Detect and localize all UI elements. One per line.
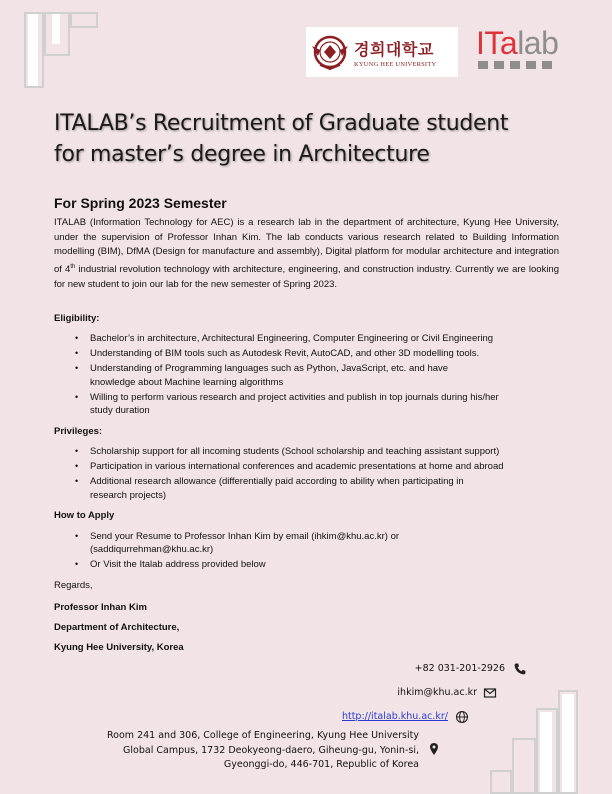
privileges-heading: Privileges: [54, 426, 103, 437]
page-title [54, 108, 508, 170]
university-seal-icon [310, 32, 350, 72]
list-item: • Additional research allowance (differentially paid according to ability when participating in research projects) [54, 475, 559, 501]
signatory-name: Professor Inhan Kim [54, 602, 147, 613]
italab-logo-part2: lab [517, 25, 559, 61]
list-item: • Scholarship support for all incoming students (School scholarship and teaching assistant support) [54, 445, 559, 458]
globe-icon [455, 710, 469, 724]
website-url[interactable]: http://italab.khu.ac.kr/ [341, 711, 448, 722]
intro-text-part1: ITALAB (Information Technology for AEC) is a research lab in the department of architecture, Kyung Hee University, under the supervision of Professor Inhan Kim. The lab conducts various research related to Building Information modelling (BIM), DfMA (Design for manufacture and assembly), Digital platform for modular architecture and integration of 4 [54, 217, 559, 275]
list-item: • Understanding of Programming languages such as Python, JavaScript, etc. and have knowledge about Machine learning algorithms [54, 362, 559, 388]
list-item: • Send your Resume to Professor Inhan Kim by email (ihkim@khu.ac.kr) or (saddiqurrehman@khu.ac.kr) [54, 530, 559, 556]
list-item: • Participation in various international conferences and academic presentations at home and abroad [54, 460, 559, 473]
intro-paragraph [54, 216, 559, 292]
mail-icon [483, 686, 497, 700]
intro-text-part2: industrial revolution technology with architecture, engineering, and construction industry. Currently we are looking for new student to join our lab for the new semester of Spring 2023. [54, 263, 559, 290]
privileges-list [54, 445, 559, 504]
regards-text: Regards, [54, 580, 93, 591]
university-name-korean: 경희대학교 [354, 39, 434, 59]
address-line-3: Gyeonggi-do, 446-701, Republic of Korea [223, 759, 419, 770]
address-line-1: Room 241 and 306, College of Engineering, Kyung Hee University [107, 730, 419, 741]
list-item: • Or Visit the Italab address provided below [54, 558, 559, 571]
list-item: • Understanding of BIM tools such as Autodesk Revit, AutoCAD, and other 3D modelling tools. [54, 347, 559, 360]
italab-logo [476, 23, 558, 63]
how-to-apply-list [54, 530, 559, 574]
signatory-department: Department of Architecture, [54, 622, 180, 633]
title-line-1: ITALAB’s Recruitment of Graduate student [54, 111, 509, 136]
signatory-university: Kyung Hee University, Korea [54, 642, 184, 653]
address-block [89, 729, 419, 773]
eligibility-list [54, 332, 559, 419]
phone-number: +82 031-201-2926 [414, 663, 505, 674]
phone-icon [513, 662, 527, 676]
kyung-hee-university-logo [306, 27, 458, 77]
italab-logo-bars [478, 61, 552, 69]
semester-subheading: For Spring 2023 Semester [54, 195, 227, 211]
list-item: • Willing to perform various research and project activities and publish in top journals during his/her study duration [54, 391, 559, 417]
intro-superscript: th [70, 263, 76, 270]
website-link[interactable] [342, 711, 448, 722]
title-line-2: for master’s degree in Architecture [54, 142, 430, 167]
address-line-2: Global Campus, 1732 Deokyeong-daero, Giheung-gu, Yonin-si, [123, 744, 419, 756]
italab-logo-part1: ITa [476, 25, 518, 61]
university-name-english: KYUNG HEE UNIVERSITY [354, 60, 437, 68]
eligibility-heading: Eligibility: [54, 313, 100, 324]
how-to-apply-heading: How to Apply [54, 510, 115, 521]
location-pin-icon [427, 742, 441, 756]
list-item: • Bachelor’s in architecture, Architectural Engineering, Computer Engineering or Civil Engineering [54, 332, 559, 345]
email-address[interactable]: ihkim@khu.ac.kr [397, 687, 477, 698]
